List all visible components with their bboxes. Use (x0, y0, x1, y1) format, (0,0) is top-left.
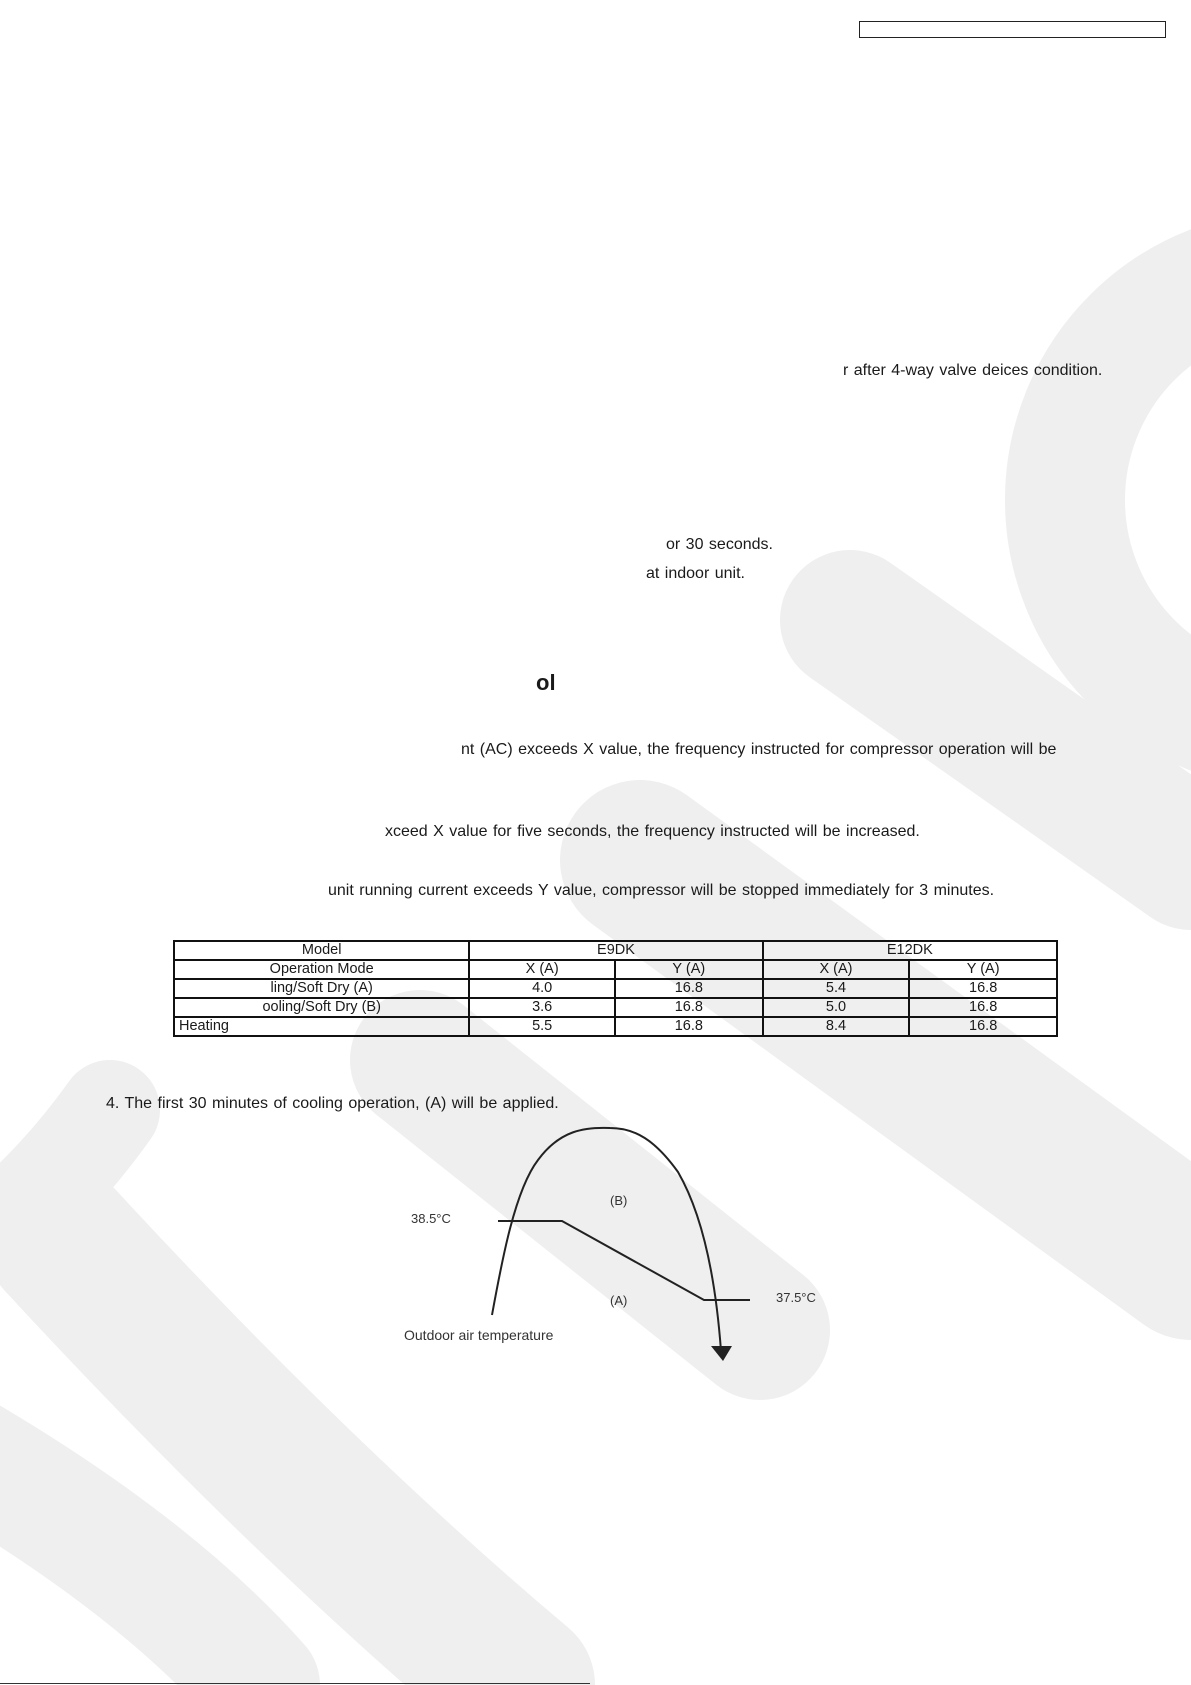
graph-label-low: 37.5°C (776, 1290, 816, 1305)
table-header-cell: E12DK (763, 941, 1057, 960)
threshold-line (498, 1221, 750, 1300)
header-box (859, 21, 1166, 38)
table-header-cell: X (A) (469, 960, 615, 979)
graph-region-a: (A) (610, 1293, 628, 1308)
table-cell: 3.6 (469, 998, 615, 1017)
graph-curve (492, 1128, 721, 1351)
table-cell: ooling/Soft Dry (B) (174, 998, 469, 1017)
table-cell: 5.0 (763, 998, 910, 1017)
table-cell: Heating (174, 1017, 469, 1036)
paragraph-text: r after 4-way valve deices condition. (843, 362, 1103, 379)
table-row (174, 979, 1057, 998)
table-cell: 16.8 (615, 998, 763, 1017)
paragraph-text: at indoor unit. (646, 565, 745, 582)
current-limit-table (173, 940, 1058, 1037)
table-cell: 8.4 (763, 1017, 910, 1036)
table-header-row (174, 960, 1057, 979)
table-row (174, 998, 1057, 1017)
arrowhead-icon (711, 1346, 732, 1361)
paragraph-text: 4. The first 30 minutes of cooling operation, (A) will be applied. (106, 1095, 559, 1112)
paragraph-text: nt (AC) exceeds X value, the frequency instructed for compressor operation will be (461, 741, 1057, 758)
table-cell: 16.8 (909, 979, 1057, 998)
paragraph-text: or 30 seconds. (666, 536, 773, 553)
table-header-cell: Model (174, 941, 469, 960)
footer-divider (0, 1683, 590, 1684)
table-cell: ling/Soft Dry (A) (174, 979, 469, 998)
table-cell: 5.4 (763, 979, 910, 998)
table-header-cell: E9DK (469, 941, 762, 960)
table-cell: 4.0 (469, 979, 615, 998)
section-heading: ol (536, 670, 556, 695)
table-header-cell: Operation Mode (174, 960, 469, 979)
table-row (174, 1017, 1057, 1036)
paragraph-text: xceed X value for five seconds, the frequency instructed will be increased. (385, 823, 920, 840)
temperature-graph (380, 1120, 850, 1370)
table-cell: 16.8 (909, 1017, 1057, 1036)
table-header-row (174, 941, 1057, 960)
graph-axis-label: Outdoor air temperature (404, 1327, 554, 1343)
table-cell: 5.5 (469, 1017, 615, 1036)
table-cell: 16.8 (615, 1017, 763, 1036)
table-cell: 16.8 (615, 979, 763, 998)
paragraph-text: unit running current exceeds Y value, compressor will be stopped immediately for 3 minutes. (328, 882, 995, 899)
table-header-cell: X (A) (763, 960, 910, 979)
table-cell: 16.8 (909, 998, 1057, 1017)
table-header-cell: Y (A) (909, 960, 1057, 979)
table-header-cell: Y (A) (615, 960, 763, 979)
graph-region-b: (B) (610, 1193, 628, 1208)
graph-label-high: 38.5°C (411, 1211, 451, 1226)
